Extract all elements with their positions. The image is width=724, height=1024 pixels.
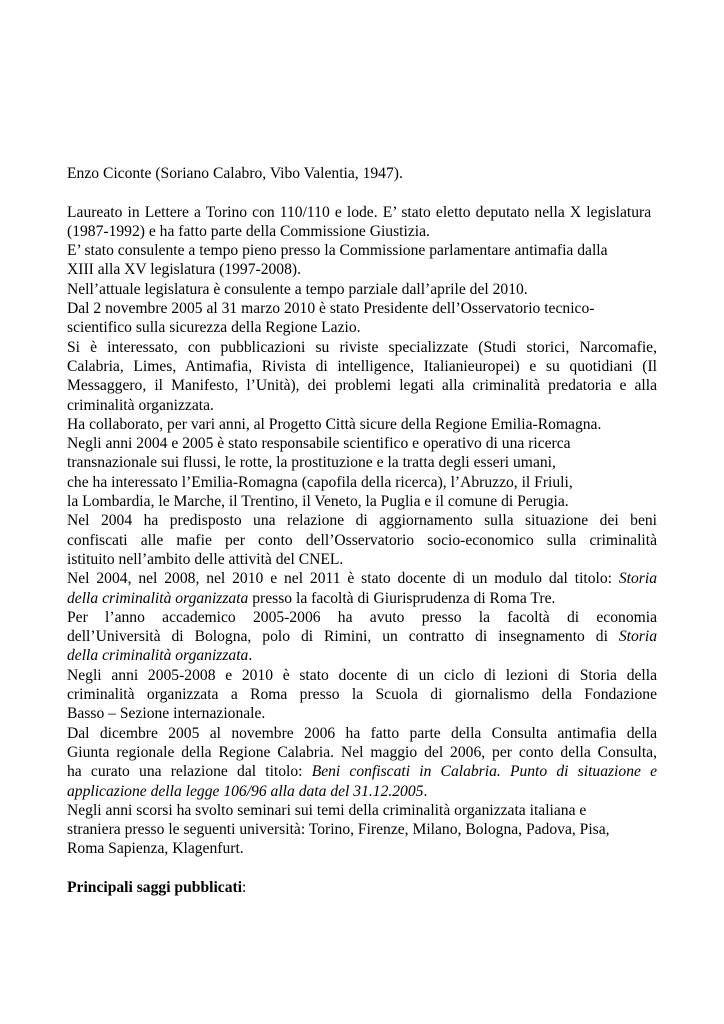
bio-text: ha curato una relazione dal titolo: xyxy=(67,763,312,781)
report-title-italic: Beni confiscati in Calabria. Punto di situazione e xyxy=(311,763,658,781)
bio-line: (1987-1992) e ha fatto parte della Commissione Giustizia. xyxy=(67,222,430,240)
bio-line: Dal dicembre 2005 al novembre 2006 ha fatto parte della Consulta antimafia della xyxy=(67,724,657,742)
bio-line: criminalità organizzata a Roma presso la Scuola di giornalismo della Fondazione xyxy=(67,686,657,704)
bio-line: Messaggero, il Manifesto, l’Unità), dei problemi legati alla criminalità predatoria e alla xyxy=(67,377,657,395)
bio-line: Basso – Sezione internazionale. xyxy=(67,705,266,723)
bio-line: E’ stato consulente a tempo pieno presso la Commissione parlamentare antimafia dalla xyxy=(67,242,608,260)
bio-line: Negli anni 2004 e 2005 è stato responsabile scientifico e operativo di una ricerca xyxy=(67,435,571,453)
bio-line xyxy=(67,569,657,588)
bio-line: Negli anni 2005-2008 e 2010 è stato docente di un ciclo di lezioni di Storia della xyxy=(67,666,657,684)
bio-line: Per l’anno accademico 2005-2006 ha avuto presso la facoltà di economia xyxy=(67,608,657,626)
bio-line: Nel 2004 ha predisposto una relazione di aggiornamento sulla situazione dei beni xyxy=(67,512,657,530)
bio-line: confiscati alle mafie per conto dell’Osservatorio socio-economico sulla criminalità xyxy=(67,531,657,549)
bio-line: Giunta regionale della Regione Calabria. Nel maggio del 2006, per conto della Consulta, xyxy=(67,743,657,761)
bio-line xyxy=(67,627,657,646)
bio-line xyxy=(67,762,657,781)
bio-line xyxy=(67,782,657,801)
bio-line: transnazionale sui flussi, le rotte, la prostituzione e la tratta degli esseri umani, xyxy=(67,454,556,472)
bio-line: Nell’attuale legislatura è consulente a tempo parziale dall’aprile del 2010. xyxy=(67,280,528,298)
bio-line: Negli anni scorsi ha svolto seminari sui temi della criminalità organizzata italiana e xyxy=(67,801,587,819)
bio-text: . xyxy=(423,782,428,800)
section-heading-colon: : xyxy=(242,878,247,896)
section-heading-label: Principali saggi pubblicati xyxy=(67,878,243,896)
bio-line: Si è interessato, con pubblicazioni su riviste specializzate (Studi storici, Narcomafie, xyxy=(67,338,657,356)
document-page xyxy=(67,164,657,897)
bio-line: istituito nell’ambito delle attività del CNEL. xyxy=(67,550,344,568)
bio-line xyxy=(67,589,657,608)
biography-body xyxy=(67,203,657,859)
bio-text: dell’Università di Bologna, polo di Rimini, un contratto di insegnamento di xyxy=(67,628,619,646)
bio-line: scientifico sulla sicurezza della Regione Lazio. xyxy=(67,319,361,337)
course-title-italic: Storia xyxy=(618,570,657,588)
bio-line: Laureato in Lettere a Torino con 110/110 e lode. E’ stato eletto deputato nella X legislatura xyxy=(67,203,652,221)
course-title-italic: della criminalità organizzata xyxy=(67,589,249,607)
bio-line: Calabria, Limes, Antimafia, Rivista di intelligence, Italianieuropei) e su quotidiani (Il xyxy=(67,357,657,375)
intro-line: Enzo Ciconte (Soriano Calabro, Vibo Valentia, 1947). xyxy=(67,165,403,182)
report-title-italic: applicazione della legge 106/96 alla data del 31.12.2005 xyxy=(67,782,424,800)
paragraph-gap xyxy=(67,859,657,878)
paragraph-gap xyxy=(67,183,657,202)
bio-text: . xyxy=(248,647,253,665)
bio-text: presso la facoltà di Giurisprudenza di Roma Tre. xyxy=(248,589,556,607)
bio-text: Nel 2004, nel 2008, nel 2010 e nel 2011 è stato docente di un modulo dal titolo: xyxy=(67,570,619,588)
bio-line: XIII alla XV legislatura (1997-2008). xyxy=(67,261,301,279)
bio-line xyxy=(67,646,657,665)
bio-line: Ha collaborato, per vari anni, al Progetto Città sicure della Regione Emilia-Romagna. xyxy=(67,415,602,433)
bio-line: criminalità organizzata. xyxy=(67,396,214,414)
bio-line: che ha interessato l’Emilia-Romagna (capofila della ricerca), l’Abruzzo, il Friuli, xyxy=(67,473,573,491)
bio-line: straniera presso le seguenti università: Torino, Firenze, Milano, Bologna, Padova, Pisa, xyxy=(67,821,610,839)
course-title-italic: della criminalità organizzata xyxy=(67,647,249,665)
section-heading xyxy=(67,878,657,897)
bio-line: la Lombardia, le Marche, il Trentino, il Veneto, la Puglia e il comune di Perugia. xyxy=(67,493,569,511)
course-title-italic: Storia xyxy=(618,628,657,646)
bio-line: Dal 2 novembre 2005 al 31 marzo 2010 è stato Presidente dell’Osservatorio tecnico- xyxy=(67,300,595,318)
bio-line: Roma Sapienza, Klagenfurt. xyxy=(67,840,244,858)
